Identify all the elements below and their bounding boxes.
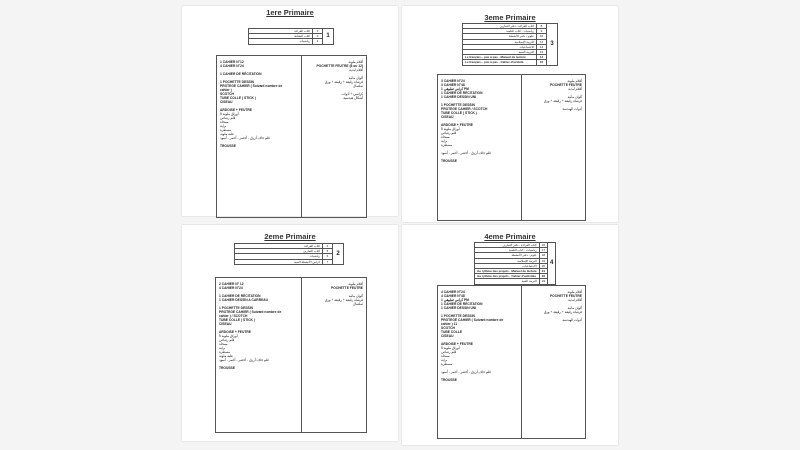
supply-line: فرشاة رقيقة + رقيقة + ورق bbox=[543, 310, 582, 314]
book-number: 13 bbox=[537, 50, 547, 55]
book-number: 3 bbox=[313, 39, 323, 44]
supply-line: براية bbox=[441, 358, 448, 362]
grade-number: 2 bbox=[333, 244, 344, 265]
book-title: كتاب التمارين bbox=[235, 249, 323, 254]
supply-line: كراسي + أدوات bbox=[341, 92, 363, 96]
supply-line: 1 CAHIER DE RÉCITATION bbox=[441, 91, 483, 95]
supply-line: TROUSSE bbox=[441, 159, 457, 163]
supply-line: PROTEGE CAHIER ( Suivant nombre de bbox=[219, 310, 282, 314]
supply-line: مسطرة bbox=[220, 128, 231, 132]
supply-line: 5 أوراق ملونة bbox=[441, 346, 460, 350]
supply-line: أشكال هندسية bbox=[343, 96, 363, 100]
supply-line: 3 CAHIER N°24 bbox=[441, 79, 465, 83]
supply-line: قلم جاف أزرق - أخضر - أحمر - أسود bbox=[219, 358, 269, 362]
book-number: 1 bbox=[313, 29, 323, 34]
page-title: 4eme Primaire bbox=[484, 232, 536, 241]
supply-line: TUBE COLLE ( STICK ) bbox=[220, 96, 256, 100]
book-title: التربية الإسلامية bbox=[463, 39, 537, 44]
supply-line: POCHETTE FEUTRE bbox=[549, 83, 582, 87]
supply-line: CISEAU bbox=[441, 115, 454, 119]
supplies-left-column bbox=[216, 278, 302, 432]
supply-line: ARDOISE + FEUTRE bbox=[441, 342, 473, 346]
supply-line: 1 CAHIER DE RÉCITATION bbox=[441, 302, 483, 306]
supply-line: PROTEGE CAHIER / SCOTCH bbox=[441, 107, 488, 111]
book-number: 11 bbox=[537, 39, 547, 44]
supply-line: 3 CAHIER N°48 bbox=[441, 83, 465, 87]
supply-line: ألوان مائية bbox=[567, 306, 582, 310]
book-title: رياضيات bbox=[249, 39, 313, 44]
supply-line: صلصال bbox=[352, 84, 363, 88]
book-number: 10 bbox=[537, 34, 547, 39]
supply-line: TUBE COLLE bbox=[441, 330, 463, 334]
book-row bbox=[249, 39, 334, 44]
books-table bbox=[234, 243, 344, 265]
grade-number: 4 bbox=[548, 243, 556, 285]
supply-line: 1 كراس تطبيقي PM bbox=[441, 298, 469, 302]
supply-line: قلم رصاص bbox=[219, 338, 235, 342]
supply-line: ألوان مائية bbox=[567, 95, 582, 99]
supply-line: TROUSSE bbox=[219, 366, 235, 370]
supply-line: فرشاة رقيقة + رقيقة + ورق bbox=[324, 298, 363, 302]
supply-line: 1 POCHETTE DESSIN bbox=[219, 306, 253, 310]
supply-line: صلصال bbox=[352, 302, 363, 306]
supplies-table bbox=[215, 277, 367, 433]
supply-line: قلم رصاص bbox=[441, 350, 457, 354]
supply-line: SCOTCH bbox=[441, 326, 455, 330]
supply-line: POCHETTE FEUTRE bbox=[330, 286, 363, 290]
supply-line: 4 CAHIER N°24 bbox=[441, 290, 465, 294]
supply-line: علبة ملونة bbox=[219, 354, 233, 358]
supply-line: قلم رصاص bbox=[441, 131, 457, 135]
supply-line: cahier ) / SCOTCH bbox=[219, 314, 248, 318]
book-title: علوم - دفتر الأنشطة bbox=[475, 253, 540, 258]
supply-line: 1 POCHETTE DESSIN bbox=[441, 314, 475, 318]
supply-line: POCHETTE FEUTRE bbox=[549, 294, 582, 298]
supply-line: SCOTCH bbox=[220, 92, 234, 96]
book-title: كتاب النشاط bbox=[249, 34, 313, 39]
supplies-right-column bbox=[302, 278, 367, 432]
supply-line: أقلام ملونة bbox=[348, 282, 363, 286]
supply-line: PROTEGE CAHIER ( Suivant nombre de bbox=[441, 318, 504, 322]
supply-line: 5 أوراق ملونة bbox=[441, 127, 460, 131]
supply-line: قلم جاف أزرق - أخضر - أحمر - أسود bbox=[441, 151, 491, 155]
supply-line: CISEAU bbox=[220, 100, 233, 104]
supply-line: CISEAU bbox=[219, 322, 232, 326]
supply-line: cahier ) 11 bbox=[441, 322, 458, 326]
book-row bbox=[475, 274, 556, 279]
book-row bbox=[475, 279, 556, 284]
books-table bbox=[474, 242, 556, 285]
supplies-right-column bbox=[302, 56, 366, 217]
book-title: الاجتماعيات bbox=[475, 263, 540, 268]
supply-line: ممحاة bbox=[441, 135, 450, 139]
page-1ere-primaire bbox=[182, 6, 398, 216]
supply-line: براية bbox=[441, 139, 448, 143]
supply-line: 5 أوراق ملونة bbox=[219, 334, 238, 338]
grade-number: 3 bbox=[547, 24, 558, 66]
book-title: كتاب القراءة bbox=[235, 244, 323, 249]
book-title: الاجتماعيات bbox=[463, 44, 537, 49]
supply-line: 2 CAHIER N° 12 bbox=[219, 282, 244, 286]
supplies-right-column bbox=[522, 286, 585, 438]
supplies-table bbox=[216, 55, 367, 218]
supply-line: ARDOISE + FEUTRE bbox=[441, 123, 473, 127]
supply-line: ARDOISE + FEUTRE bbox=[219, 330, 251, 334]
book-number: 9 bbox=[537, 29, 547, 34]
book-title: علوم - دفتر الأنشطة bbox=[463, 34, 537, 39]
supply-line: 1 CAHIER DESSIN A CARREAU bbox=[219, 298, 269, 302]
supply-line: قلم جاف أزرق - أخضر - أحمر - أسود bbox=[441, 370, 491, 374]
supply-line: أقلام ملونة bbox=[567, 79, 582, 83]
supply-line: 1 CAHIER DE RÉCITATION bbox=[219, 294, 261, 298]
book-number: 8 bbox=[537, 24, 547, 29]
supply-line: ألوان مائية bbox=[348, 294, 363, 298]
supply-line: POCHETTE FEUTRE (8 ou 12) bbox=[316, 64, 363, 68]
supply-line: قلم جاف أزرق - أخضر - أحمر - أسود bbox=[220, 136, 270, 140]
supply-line: أدوات الهندسة bbox=[562, 107, 582, 111]
book-title: التربية الفنية bbox=[463, 50, 537, 55]
book-title: التربية الفنية bbox=[475, 279, 540, 284]
supply-line: ممحاة bbox=[441, 354, 450, 358]
supply-line: أقلام لبدية bbox=[568, 298, 582, 302]
supply-line: 1 POCHETTE DESSIN bbox=[441, 103, 475, 107]
supply-line: أقلام لبدية bbox=[568, 87, 582, 91]
book-number: 20 bbox=[539, 263, 547, 268]
supplies-left-column bbox=[217, 56, 302, 217]
supply-line: ممحاة bbox=[220, 120, 229, 124]
supply-line: TROUSSE bbox=[220, 144, 236, 148]
supply-line: PROTEGE CAHIER ( Suivant nombre de bbox=[220, 84, 283, 88]
supply-line: فرشاة رقيقة + رقيقة + ورق bbox=[543, 99, 582, 103]
grade-number: 1 bbox=[323, 29, 334, 45]
supply-line: 1 POCHETTE DESSIN bbox=[220, 80, 254, 84]
supply-line: علبة ملونة bbox=[220, 132, 234, 136]
supply-line: براية bbox=[220, 124, 227, 128]
page-title: 2eme Primaire bbox=[264, 232, 316, 241]
book-number: 2 bbox=[313, 34, 323, 39]
book-number: 23 bbox=[539, 279, 547, 284]
book-number: 22 bbox=[539, 274, 547, 279]
supply-line: 1 كراس تطبيقي PM bbox=[441, 87, 469, 91]
book-number: 14 bbox=[537, 55, 547, 60]
supply-line: CISEAU bbox=[441, 334, 454, 338]
book-number: 5 bbox=[323, 249, 333, 254]
supply-line: 4 CAHIER N°24 bbox=[220, 64, 244, 68]
book-number: 16 bbox=[539, 243, 547, 248]
supply-line: TUBE COLLE ( STICK ) bbox=[441, 111, 477, 115]
supply-line: مسطرة bbox=[441, 143, 452, 147]
book-number: 4 bbox=[323, 244, 333, 249]
page-2eme-primaire bbox=[182, 225, 398, 441]
supplies-left-column bbox=[438, 75, 522, 220]
supply-line: 4 CAHIER N°24 bbox=[219, 286, 243, 290]
supply-line: براية bbox=[219, 346, 226, 350]
book-number: 19 bbox=[539, 258, 547, 263]
book-number: 18 bbox=[539, 253, 547, 258]
book-title: كتاب القراءة - دفتر التمارين bbox=[463, 24, 537, 29]
supply-line: أقلام ملونة bbox=[348, 60, 363, 64]
page-title: 3eme Primaire bbox=[484, 13, 536, 22]
book-number: 7 bbox=[323, 259, 333, 264]
supplies-right-column bbox=[522, 75, 585, 220]
book-title: رياضيات bbox=[235, 254, 323, 259]
book-row bbox=[463, 60, 558, 65]
book-title: كراس الأنشطة الفنية bbox=[235, 259, 323, 264]
supply-line: ألوان مائية bbox=[348, 76, 363, 80]
book-number: 6 bbox=[323, 254, 333, 259]
supply-line: 1 CAHIER DE RÉCITATION bbox=[220, 72, 262, 76]
book-title: كتاب القراءة bbox=[249, 29, 313, 34]
supply-line: 4 CAHIER N°48 bbox=[441, 294, 465, 298]
supplies-table bbox=[437, 74, 586, 221]
page-title: 1ere Primaire bbox=[266, 8, 314, 17]
supplies-table bbox=[437, 285, 586, 439]
supply-line: 1 CAHIER N°12 bbox=[220, 60, 244, 64]
book-title: Au rythme des projets - Manuel de lecture bbox=[475, 269, 540, 274]
supply-line: أقلام ملونة bbox=[567, 290, 582, 294]
page-3eme-primaire bbox=[402, 6, 618, 222]
supply-line: ARDOISE + FEUTRE bbox=[220, 108, 252, 112]
book-title: رياضيات - كتاب التلميذ bbox=[475, 248, 540, 253]
supply-line: cahier ) bbox=[220, 88, 232, 92]
supply-line: 1 CAHIER DESSIN UNI bbox=[441, 306, 477, 310]
book-title: رياضيات - كتاب التلميذ bbox=[463, 29, 537, 34]
supply-line: مسطرة bbox=[441, 362, 452, 366]
books-table bbox=[462, 23, 558, 66]
book-row bbox=[235, 259, 344, 264]
page-4eme-primaire bbox=[402, 225, 618, 445]
book-title: التربية الإسلامية bbox=[475, 258, 540, 263]
books-table bbox=[248, 28, 334, 45]
book-number: 17 bbox=[539, 248, 547, 253]
supply-line: فرشاة رقيقة + رقيقة + ورق bbox=[324, 80, 363, 84]
supply-line: أدوات الهندسة bbox=[562, 318, 582, 322]
book-number: 15 bbox=[537, 60, 547, 65]
book-title: Le français... pas à pas - Cahier d'activité bbox=[463, 60, 537, 65]
book-row bbox=[475, 269, 556, 274]
book-title: Le français... pas à pas - Manuel de lecture bbox=[463, 55, 537, 60]
book-number: 21 bbox=[539, 269, 547, 274]
supply-line: قلم رصاص bbox=[220, 116, 236, 120]
supply-line: أقلام لبدية bbox=[349, 68, 363, 72]
book-title: Au rythme des projets - Cahier d'activités bbox=[475, 274, 540, 279]
book-title: كتاب القراءة - دفتر التمارين bbox=[475, 243, 540, 248]
supplies-left-column bbox=[438, 286, 522, 438]
supply-line: 1 CAHIER DESSIN UNI bbox=[441, 95, 477, 99]
supply-line: ممحاة bbox=[219, 342, 228, 346]
supply-line: TUBE COLLE ( STICK ) bbox=[219, 318, 255, 322]
supply-line: TROUSSE bbox=[441, 378, 457, 382]
book-number: 12 bbox=[537, 44, 547, 49]
supply-line: مسطرة bbox=[219, 350, 230, 354]
supply-line: 5 أوراق ملونة bbox=[220, 112, 239, 116]
